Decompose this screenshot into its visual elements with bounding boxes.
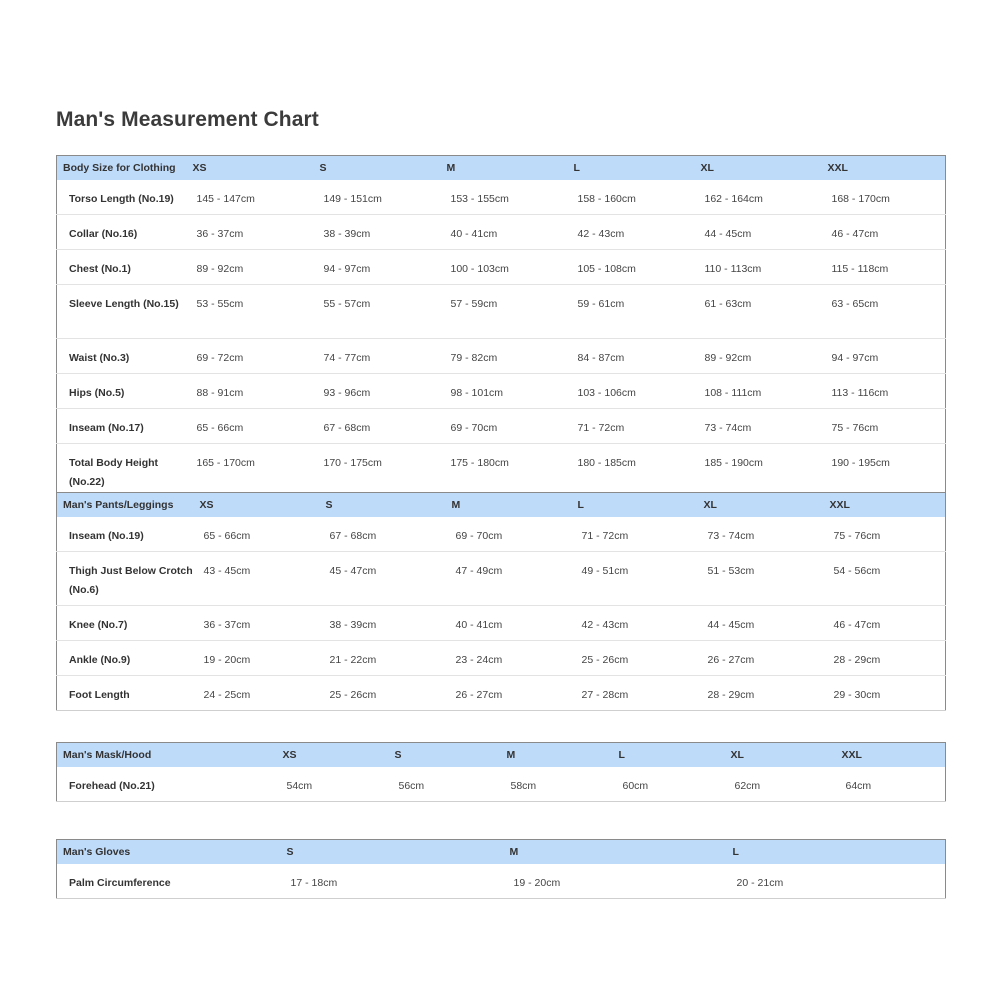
row-label: Sleeve Length (No.15) — [57, 285, 187, 339]
table-cell: 94 - 97cm — [314, 250, 441, 285]
table-header-size: XL — [695, 156, 822, 181]
table-header-row — [57, 156, 946, 181]
table-cell: 53 - 55cm — [187, 285, 314, 339]
table-cell: 69 - 70cm — [446, 517, 572, 552]
table-cell: 65 - 66cm — [194, 517, 320, 552]
table-cell: 38 - 39cm — [320, 606, 446, 641]
row-label: Palm Circumference — [57, 864, 281, 899]
table-cell: 47 - 49cm — [446, 552, 572, 606]
table-header-size: S — [320, 493, 446, 518]
table-header-size: XL — [725, 743, 836, 768]
table-cell: 40 - 41cm — [446, 606, 572, 641]
table-cell: 60cm — [613, 767, 725, 802]
table-cell: 58cm — [501, 767, 613, 802]
table-cell: 88 - 91cm — [187, 374, 314, 409]
table-cell: 21 - 22cm — [320, 641, 446, 676]
table-cell: 23 - 24cm — [446, 641, 572, 676]
table-cell: 19 - 20cm — [504, 864, 727, 899]
table-body — [57, 767, 946, 802]
table-header-size: S — [389, 743, 501, 768]
table-cell: 45 - 47cm — [320, 552, 446, 606]
table-cell: 79 - 82cm — [441, 339, 568, 374]
table-cell: 145 - 147cm — [187, 180, 314, 215]
table-cell: 74 - 77cm — [314, 339, 441, 374]
table-cell: 94 - 97cm — [822, 339, 946, 374]
table-header-size: XL — [698, 493, 824, 518]
table-cell: 19 - 20cm — [194, 641, 320, 676]
table-row — [57, 180, 946, 215]
table-row — [57, 250, 946, 285]
table-row — [57, 864, 946, 899]
clothing-size-table — [56, 155, 946, 498]
table-cell: 54cm — [277, 767, 389, 802]
table-body — [57, 517, 946, 711]
table-cell: 185 - 190cm — [695, 444, 822, 498]
table-row — [57, 285, 946, 339]
table-cell: 100 - 103cm — [441, 250, 568, 285]
table-body — [57, 180, 946, 498]
table-header-size: XS — [277, 743, 389, 768]
table-cell: 175 - 180cm — [441, 444, 568, 498]
table-cell: 103 - 106cm — [568, 374, 695, 409]
table-row — [57, 444, 946, 498]
table-cell: 71 - 72cm — [568, 409, 695, 444]
table-row — [57, 517, 946, 552]
row-label: Total Body Height (No.22) — [57, 444, 187, 498]
table-cell: 49 - 51cm — [572, 552, 698, 606]
table-cell: 64cm — [836, 767, 946, 802]
table-row — [57, 641, 946, 676]
table-header-size: M — [441, 156, 568, 181]
row-label: Knee (No.7) — [57, 606, 194, 641]
table-cell: 110 - 113cm — [695, 250, 822, 285]
table-cell: 89 - 92cm — [695, 339, 822, 374]
table-cell: 25 - 26cm — [320, 676, 446, 711]
table-cell: 73 - 74cm — [695, 409, 822, 444]
table-cell: 26 - 27cm — [698, 641, 824, 676]
table-cell: 25 - 26cm — [572, 641, 698, 676]
table-cell: 44 - 45cm — [695, 215, 822, 250]
table-header-size: S — [314, 156, 441, 181]
table-cell: 36 - 37cm — [187, 215, 314, 250]
table-body — [57, 864, 946, 899]
table-cell: 158 - 160cm — [568, 180, 695, 215]
table-cell: 149 - 151cm — [314, 180, 441, 215]
table-cell: 46 - 47cm — [824, 606, 946, 641]
table-cell: 24 - 25cm — [194, 676, 320, 711]
table-cell: 61 - 63cm — [695, 285, 822, 339]
table-cell: 55 - 57cm — [314, 285, 441, 339]
row-label: Hips (No.5) — [57, 374, 187, 409]
table-cell: 63 - 65cm — [822, 285, 946, 339]
table-cell: 29 - 30cm — [824, 676, 946, 711]
table-cell: 17 - 18cm — [281, 864, 504, 899]
row-label: Chest (No.1) — [57, 250, 187, 285]
table-cell: 71 - 72cm — [572, 517, 698, 552]
table-cell: 57 - 59cm — [441, 285, 568, 339]
table-header-size: M — [446, 493, 572, 518]
table-cell: 67 - 68cm — [314, 409, 441, 444]
table-header-size: M — [501, 743, 613, 768]
table-row — [57, 606, 946, 641]
table-cell: 36 - 37cm — [194, 606, 320, 641]
table-row — [57, 676, 946, 711]
table-cell: 75 - 76cm — [824, 517, 946, 552]
table-cell: 115 - 118cm — [822, 250, 946, 285]
table-header-size: L — [572, 493, 698, 518]
row-label: Foot Length — [57, 676, 194, 711]
table-cell: 26 - 27cm — [446, 676, 572, 711]
table-cell: 28 - 29cm — [824, 641, 946, 676]
table-row — [57, 339, 946, 374]
table-cell: 69 - 72cm — [187, 339, 314, 374]
table-cell: 62cm — [725, 767, 836, 802]
table-cell: 89 - 92cm — [187, 250, 314, 285]
gloves-size-table — [56, 839, 946, 899]
table-cell: 42 - 43cm — [572, 606, 698, 641]
row-label: Inseam (No.19) — [57, 517, 194, 552]
row-label: Ankle (No.9) — [57, 641, 194, 676]
table-header-size: L — [568, 156, 695, 181]
table-cell: 56cm — [389, 767, 501, 802]
row-label: Waist (No.3) — [57, 339, 187, 374]
table-cell: 46 - 47cm — [822, 215, 946, 250]
table-cell: 113 - 116cm — [822, 374, 946, 409]
table-cell: 153 - 155cm — [441, 180, 568, 215]
table-header-category: Body Size for Clothing — [57, 156, 187, 181]
table-cell: 69 - 70cm — [441, 409, 568, 444]
table-header-size: L — [613, 743, 725, 768]
table-cell: 93 - 96cm — [314, 374, 441, 409]
table-header-size: S — [281, 840, 504, 865]
row-label: Torso Length (No.19) — [57, 180, 187, 215]
table-cell: 38 - 39cm — [314, 215, 441, 250]
table-cell: 180 - 185cm — [568, 444, 695, 498]
table-header-row — [57, 493, 946, 518]
table-header-row — [57, 840, 946, 865]
table-cell: 59 - 61cm — [568, 285, 695, 339]
page-title: Man's Measurement Chart — [56, 108, 319, 131]
table-cell: 190 - 195cm — [822, 444, 946, 498]
table-header-size: M — [504, 840, 727, 865]
table-cell: 51 - 53cm — [698, 552, 824, 606]
table-row — [57, 552, 946, 606]
table-cell: 165 - 170cm — [187, 444, 314, 498]
table-header-category: Man's Mask/Hood — [57, 743, 277, 768]
table-row — [57, 215, 946, 250]
row-label: Collar (No.16) — [57, 215, 187, 250]
table-header-row — [57, 743, 946, 768]
table-cell: 73 - 74cm — [698, 517, 824, 552]
table-row — [57, 374, 946, 409]
table-row — [57, 767, 946, 802]
table-cell: 98 - 101cm — [441, 374, 568, 409]
table-cell: 43 - 45cm — [194, 552, 320, 606]
table-cell: 42 - 43cm — [568, 215, 695, 250]
table-cell: 27 - 28cm — [572, 676, 698, 711]
table-row — [57, 409, 946, 444]
table-cell: 65 - 66cm — [187, 409, 314, 444]
table-cell: 44 - 45cm — [698, 606, 824, 641]
table-cell: 20 - 21cm — [727, 864, 946, 899]
table-header-size: XXL — [836, 743, 946, 768]
table-cell: 162 - 164cm — [695, 180, 822, 215]
table-cell: 75 - 76cm — [822, 409, 946, 444]
table-cell: 168 - 170cm — [822, 180, 946, 215]
row-label: Inseam (No.17) — [57, 409, 187, 444]
table-header-size: L — [727, 840, 946, 865]
table-cell: 108 - 111cm — [695, 374, 822, 409]
row-label: Forehead (No.21) — [57, 767, 277, 802]
table-cell: 170 - 175cm — [314, 444, 441, 498]
table-header-size: XS — [194, 493, 320, 518]
table-cell: 28 - 29cm — [698, 676, 824, 711]
table-cell: 105 - 108cm — [568, 250, 695, 285]
table-cell: 54 - 56cm — [824, 552, 946, 606]
table-cell: 84 - 87cm — [568, 339, 695, 374]
mask-size-table — [56, 742, 946, 802]
table-header-size: XXL — [824, 493, 946, 518]
table-header-category: Man's Pants/Leggings — [57, 493, 194, 518]
pants-size-table — [56, 492, 946, 711]
table-header-size: XXL — [822, 156, 946, 181]
table-cell: 67 - 68cm — [320, 517, 446, 552]
table-header-size: XS — [187, 156, 314, 181]
table-header-category: Man's Gloves — [57, 840, 281, 865]
row-label: Thigh Just Below Crotch (No.6) — [57, 552, 194, 606]
table-cell: 40 - 41cm — [441, 215, 568, 250]
